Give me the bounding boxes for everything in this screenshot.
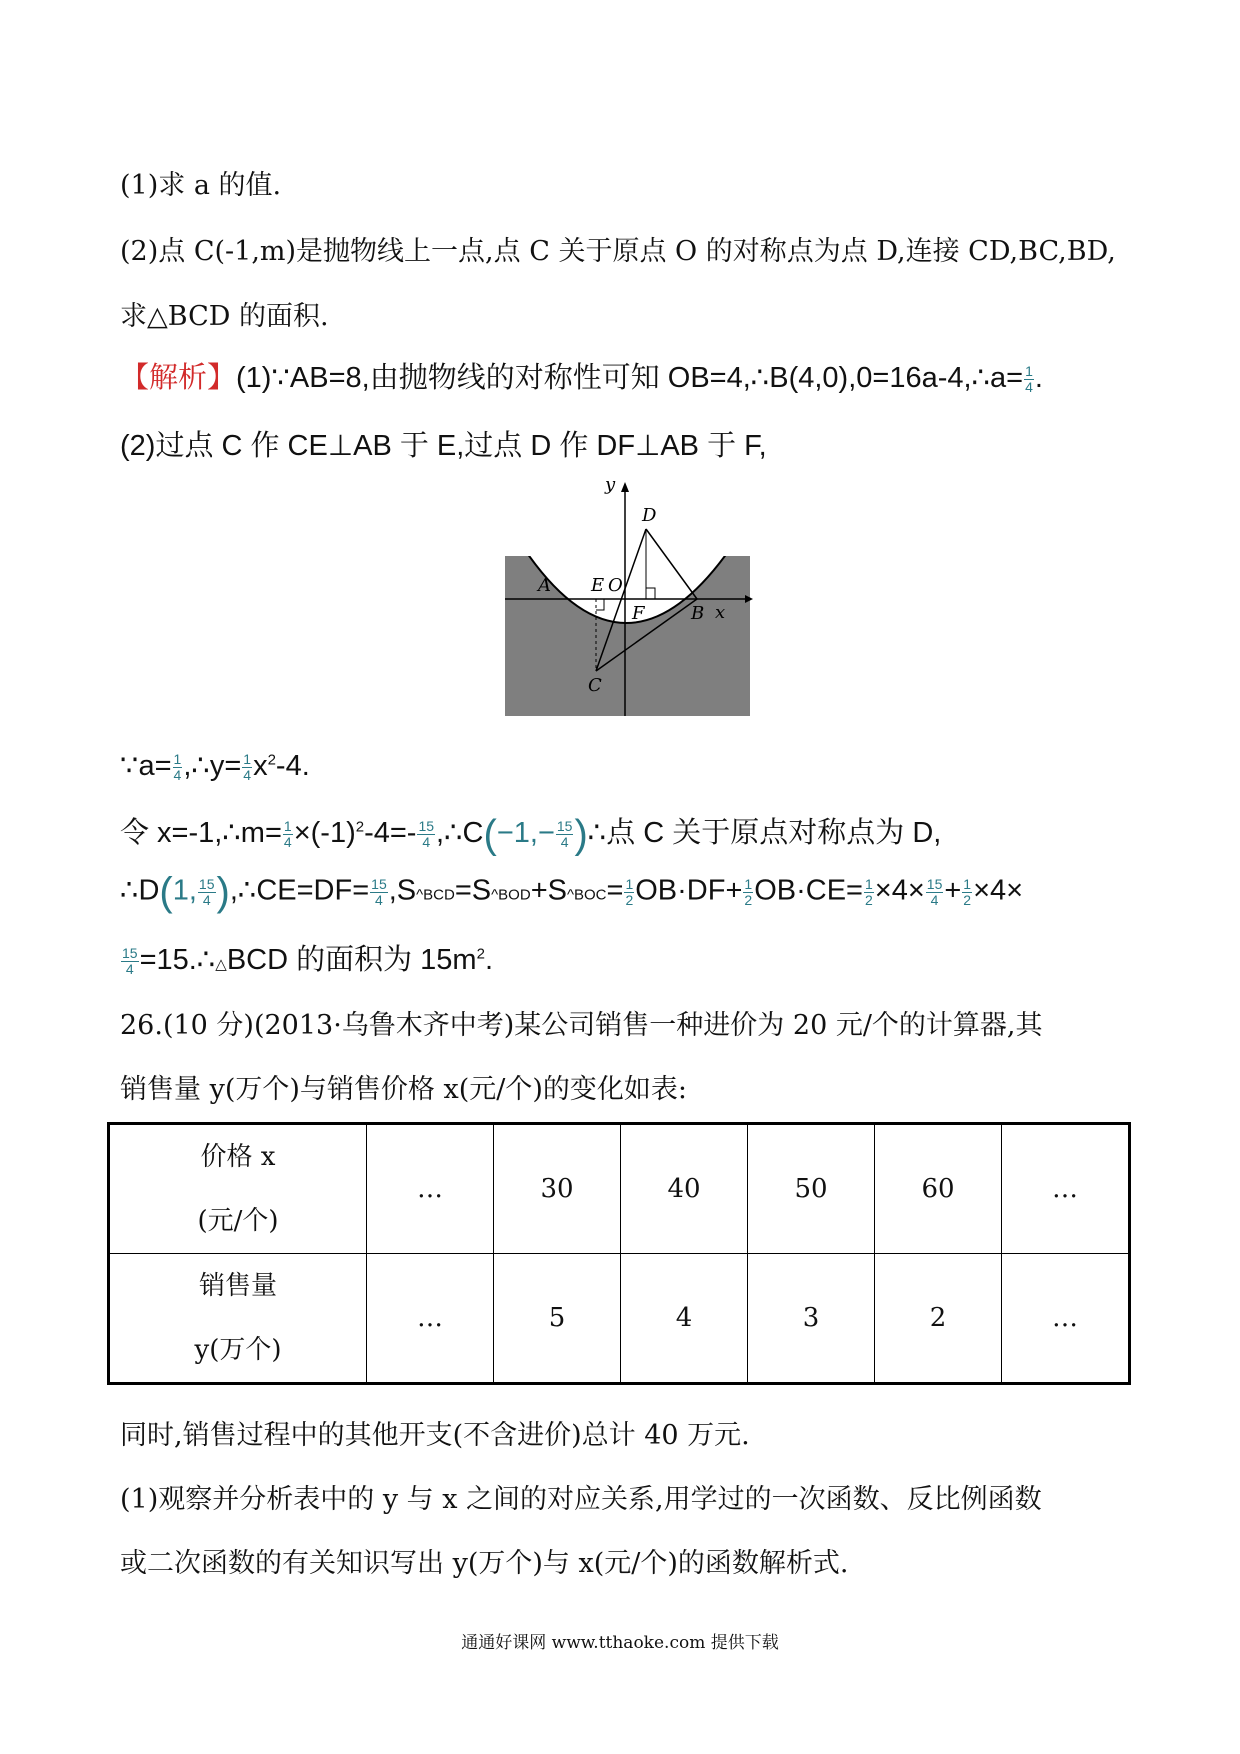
row-header-sales: 销售量 y(万个) [109,1254,367,1384]
solution-line-b: 令 x=-1,∴m= $\frac{1}{4}$ $\times(-1)^2-4=-$ $\frac{15}{4}$ ,∴C(−1,− $\frac{15}{4}$ )∴点 C 关于原点对称点为 D, [120,812,942,857]
question-part2-line1: (2)点 C(-1,m)是抛物线上一点,点 C 关于原点 O 的对称点为点 D,连接 CD,BC,BD, [120,236,1116,267]
table-cell: 50 [748,1124,875,1254]
page-footer: 通通好课网 www.tthaoke.com 提供下载 [461,1633,779,1653]
label-b: B [691,603,705,624]
solution-step2: (2)过点 C 作 CE⊥AB 于 E,过点 D 作 DF⊥AB 于 F, [120,430,767,462]
table-cell: 30 [494,1124,621,1254]
table-cell: 60 [875,1124,1002,1254]
label-f: F [632,603,645,624]
problem26-line1: 26.(10 分)(2013·乌鲁木齐中考)某公司销售一种进价为 20 元/个的计算器,其 [120,1010,1043,1041]
problem26-line2: 销售量 y(万个)与销售价格 x(元/个)的变化如表: [120,1074,687,1105]
label-e: E [591,575,605,596]
solution-line-c: ∴D(1, $\frac{15}{4}$ ),∴CE=DF= $\frac{15}{4}$ ,S^BCD=S^BOD+S^BOC= $\frac{1}{2}$ OB·DF+ $\frac{1}{2}$ OB·CE= $\frac{1}{2}$ ×4× $\frac{15}{4}$ + $\frac{1}{2}$ ×4× [120,870,1024,914]
question-part1: (1)求 a 的值. [120,170,282,201]
label-d: D [642,505,657,526]
parabola-figure [505,478,755,728]
table-cell: 40 [621,1124,748,1254]
solution-line-a: ∵a= $\frac{1}{4}$ ,∴y= $\frac{1}{4}$ $x^2-4$. [120,750,310,783]
label-x: x [715,602,726,623]
solution-tag: 【解析】 [120,362,237,394]
problem26-part1-line1: (1)观察并分析表中的 y 与 x 之间的对应关系,用学过的一次函数、反比例函数 [120,1484,1042,1515]
table-cell: 3 [748,1254,875,1384]
label-o: O [608,575,623,596]
table-cell: … [1002,1124,1130,1254]
table-cell: … [367,1124,494,1254]
problem26-part1-line2: 或二次函数的有关知识写出 y(万个)与 x(元/个)的函数解析式. [120,1548,849,1579]
table-cell: 2 [875,1254,1002,1384]
solution-step1: 【解析】(1)∵AB=8,由抛物线的对称性可知 OB=4,∴B(4,0),0=16a-4,∴a= $\frac{1}{4}$ . [120,362,1043,395]
table-cell: 4 [621,1254,748,1384]
problem26-after-table: 同时,销售过程中的其他开支(不含进价)总计 40 万元. [120,1420,750,1451]
label-c: C [588,675,602,696]
price-sales-table [107,1122,1131,1385]
row-header-price: 价格 x (元/个) [109,1124,367,1254]
solution-line-d: $\frac{15}{4}$ =15.∴△BCD 的面积为 $15m^2$. [122,944,493,977]
question-part2-line2: 求△BCD 的面积. [120,301,329,332]
table-row [109,1124,1130,1254]
label-a: A [538,575,551,596]
table-cell: 5 [494,1254,621,1384]
table-row [109,1254,1130,1384]
table-cell: … [367,1254,494,1384]
label-y: y [605,478,616,495]
table-cell: … [1002,1254,1130,1384]
fraction-1-4: $\frac{1}{4}$ [1025,362,1033,395]
